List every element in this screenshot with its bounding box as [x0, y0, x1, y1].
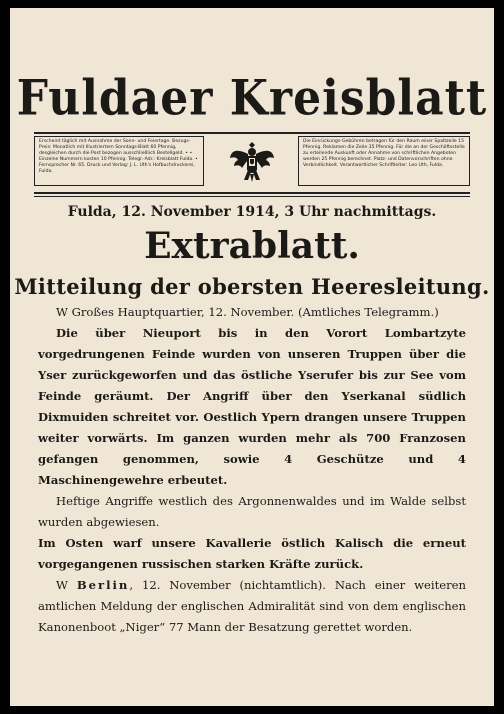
report-berlin	[38, 575, 466, 638]
info-bar	[34, 136, 470, 190]
headline: Mitteilung der obersten Heeresleitung.	[14, 274, 490, 299]
report-eastern-front: Im Osten warf unsere Kavallerie östlich Kalisch die erneut vorgegangenen russischen starken Kräfte zurück.	[38, 536, 466, 571]
report-lead: W Großes Hauptquartier, 12. November. (Amtliches Telegramm.)	[56, 305, 439, 319]
dateline: Fulda, 12. November 1914, 3 Uhr nachmittags.	[67, 204, 437, 220]
report-berlin-place: Berlin	[76, 578, 130, 592]
article-body	[38, 302, 466, 638]
eagle-crest-icon	[226, 136, 278, 188]
report-western-front: Die über Nieuport bis in den Vorort Lombartzyte vorgedrungenen Feinde wurden von unseren Truppen über die Yser zurückgeworfen und das östliche Yserufer bis zur See vom Feinde geräumt. Der Angriff über den Yserkanal südlich Dixmuiden schreitet vor. Oestlich Ypern drangen unsere Truppen weiter vorwärts. Im ganzen wurden mehr als 700 Franzosen gefangen genommen, sowie 4 Geschütze und 4 Maschinengewehre erbeutet.	[38, 326, 466, 487]
masthead-rule-thin	[34, 196, 470, 197]
newspaper-sheet	[10, 8, 494, 706]
masthead-rule-top	[34, 132, 470, 134]
report-berlin-prefix: W	[56, 578, 68, 592]
masthead-title: Fuldaer Kreisblatt	[16, 70, 488, 127]
report-argonne: Heftige Angriffe westlich des Argonnenwaldes und im Walde selbst wurden abgewiesen.	[38, 494, 466, 529]
extra-edition-title: Extrablatt.	[144, 225, 360, 267]
masthead-rule-bottom	[34, 192, 470, 194]
advertising-info-box: Die Einrückungs-Gebühren betragen für den Raum einer Spaltzeile 15 Pfennig. Reklamen die Zeile 35 Pfennig. Für die an der Geschäftsstelle zu erteilende Auskunft oder Annahme von schriftlichen Angeboten werden 25 Pfennig berechnet. Platz- und Datenvorschriften ohne Verbindlichkeit. Verantwortlicher Schriftleiter: Leo Uth, Fulda.	[298, 136, 470, 186]
subscription-info-box: Erscheint täglich mit Ausnahme der Sonn- und Feiertage. Bezugs-Preis: Monatlich mit Illustriertem Sonntags-Blatt 60 Pfennig, desgleichen durch die Post bezogen ausschließlich Bestellgeld. • • Einzelne Nummern kosten 10 Pfennig. Telegr.-Adr.: Kreisblatt Fulda. • Fernsprecher Nr. 65. Druck und Verlag: J. L. Uth's Hofbuchdruckerei, Fulda.	[34, 136, 204, 186]
report-berlin-text: , 12. November (nichtamtlich). Nach einer weiteren amtlichen Meldung der englischen Admiralität sind von dem englischen Kanonenboot „Niger“ 77 Mann der Besatzung gerettet worden.	[38, 578, 466, 634]
